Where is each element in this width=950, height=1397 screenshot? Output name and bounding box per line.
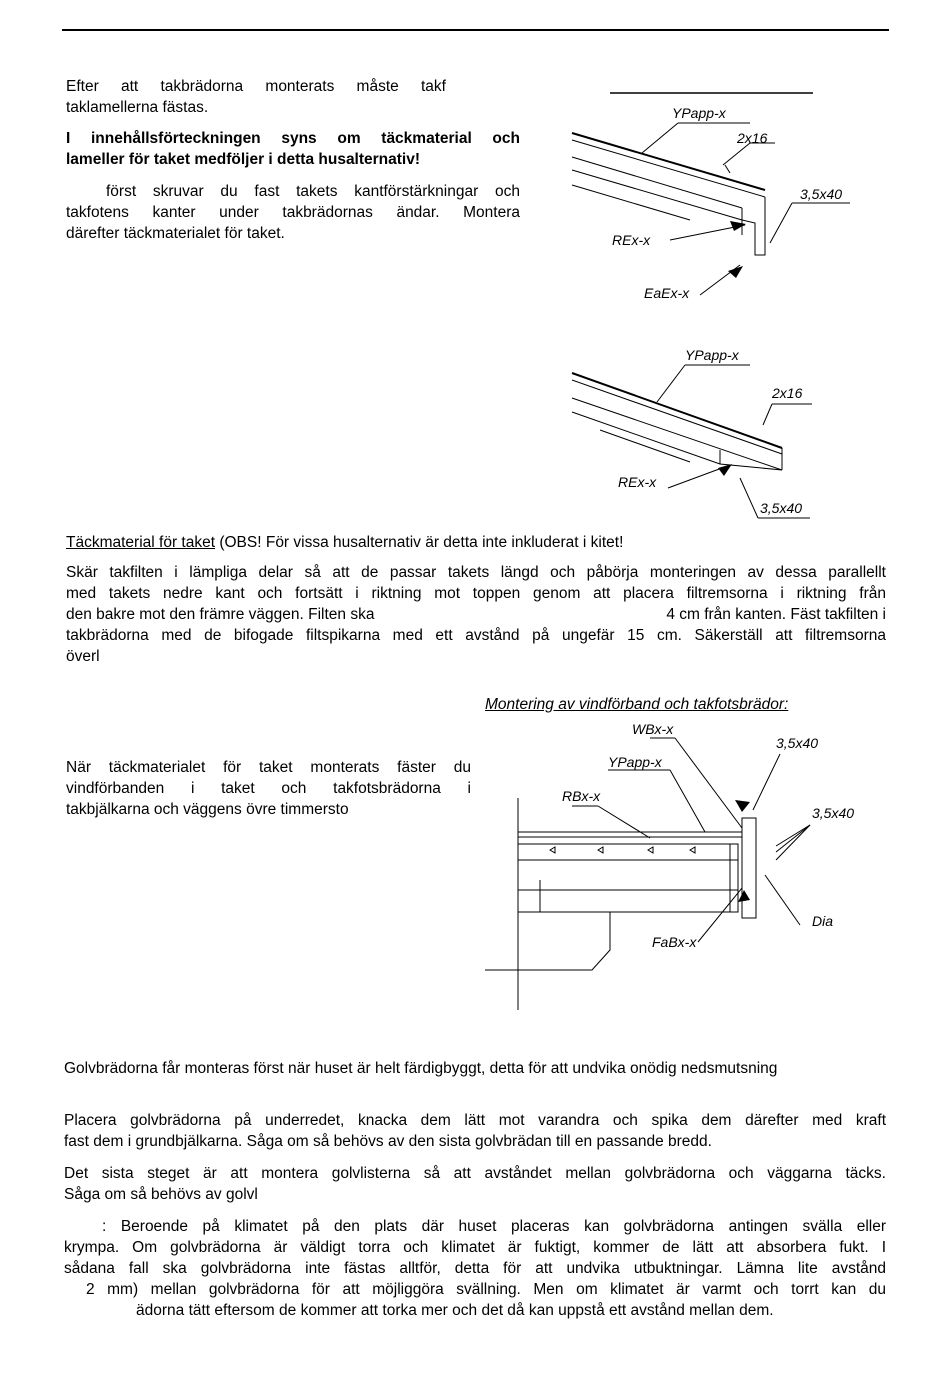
text-line: Såga om så behövs av golvl xyxy=(64,1186,258,1203)
text-line: taklamellerna fästas. xyxy=(66,99,209,116)
notice-paragraph xyxy=(66,128,520,170)
text-line-split xyxy=(66,604,886,625)
label-rbx: RBx-x xyxy=(562,788,601,804)
text-line: Golvbrädorna får monteras först när huset är helt färdigbyggt, detta för att undvika onödig nedsmutsning xyxy=(64,1060,778,1077)
text-line: takfotens kanter under takbrädornas ändar. Montera xyxy=(66,204,520,221)
leader-ypapp xyxy=(657,365,685,402)
roofing-heading: Täckmaterial för taket xyxy=(66,534,216,551)
label-nail-top: 3,5x40 xyxy=(776,735,819,751)
text-line: vindförbanden i taket och takfotsbrädorna i xyxy=(66,780,471,797)
label-rex: REx-x xyxy=(612,232,651,248)
text-line: takbrädorna med de bifogade filtspikarna med ett avstånd på ungefär 15 cm. Säkerställ att filtremsorna xyxy=(66,627,886,644)
label-nail-right: 3,5x40 xyxy=(812,805,855,821)
text-line: krympa. Om golvbrädorna är väldigt torra och klimatet är fuktigt, kommer de lätt att absorbera fukt. I xyxy=(64,1239,886,1256)
label-2x16: 2x16 xyxy=(737,130,768,146)
label-eaex: EaEx-x xyxy=(644,285,690,301)
text-line: 2 mm) mellan golvbrädorna för att möjliggöra svällning. Men om klimatet är varmt och torrt kan du xyxy=(86,1281,886,1298)
label-ypapp: YPapp-x xyxy=(672,105,726,121)
text-line: överl xyxy=(66,648,100,665)
floor-climate-paragraph xyxy=(64,1216,886,1321)
text-line: Skär takfilten i lämpliga delar så att de passar takets längd och påbörja monteringen av dessa parallellt xyxy=(66,564,886,581)
text-line: Placera golvbrädorna på underredet, knacka dem lätt mot varandra och spika dem därefter med kraft xyxy=(64,1112,886,1129)
fascia-diagram xyxy=(480,720,880,1015)
label-2x16: 2x16 xyxy=(772,385,803,401)
instructions-paragraph xyxy=(66,181,520,244)
floor-install-paragraph xyxy=(64,1110,886,1152)
text-line: ädorna tätt eftersom de kommer att torka mer och det då kan uppstå ett avstånd mellan dem. xyxy=(136,1302,774,1319)
text-line: med takets nedre kant och fortsätt i riktning mot toppen genom att placera filtremsorna i riktning från xyxy=(66,585,886,602)
label-fabx: FaBx-x xyxy=(652,934,697,950)
label-ypapp: YPapp-x xyxy=(608,754,662,770)
label-ypapp: YPapp-x xyxy=(685,347,739,363)
text-line: takbjälkarna och väggens övre timmersto xyxy=(66,801,349,818)
text-line: sådana fall ska golvbrädorna inte fästas alltför, detta för att undvika utbuktningar. Lämna lite avstånd xyxy=(64,1260,886,1277)
text-line-part: den bakre mot den främre väggen. Filten ska xyxy=(66,606,375,623)
roofing-heading-note: (OBS! För vissa husalternativ är detta inte inkluderat i kitet! xyxy=(215,534,624,551)
leader-3-5x40 xyxy=(770,203,792,243)
text-line-part: 4 cm från kanten. Fäst takfilten i xyxy=(666,606,886,623)
text-line: Det sista steget är att montera golvlisterna så att avståndet mellan golvbrädorna och väggarna täcks. xyxy=(64,1165,886,1182)
label-rex: REx-x xyxy=(618,474,657,490)
text-line: : Beroende på klimatet på den plats där huset placeras kan golvbrädorna antingen svälla eller xyxy=(102,1218,886,1235)
label-3-5x40: 3,5x40 xyxy=(760,500,803,516)
text-line: därefter täckmaterialet för taket. xyxy=(66,225,285,242)
text-line: När täckmaterialet för taket monterats fäster du xyxy=(66,759,471,776)
leader-ypapp xyxy=(642,123,678,153)
leader-dia xyxy=(765,875,800,925)
leader-2x16 xyxy=(723,143,750,165)
leader-2x16 xyxy=(763,404,772,425)
intro-paragraph xyxy=(66,76,446,118)
roof-edge-diagram-2 xyxy=(560,340,860,525)
floor-trim-paragraph xyxy=(64,1163,886,1205)
label-3-5x40: 3,5x40 xyxy=(800,186,843,202)
header-rule xyxy=(62,29,889,31)
label-wbx: WBx-x xyxy=(632,721,674,737)
text-line: först skruvar du fast takets kantförstärkningar och xyxy=(106,183,520,200)
text-line: Efter att takbrädorna monterats måste takf xyxy=(66,78,446,95)
fascia-caption: Montering av vindförband och takfotsbrädor: xyxy=(485,696,789,713)
leader-fabx xyxy=(698,888,742,942)
leader-3-5x40 xyxy=(740,478,758,518)
text-line: fast dem i grundbjälkarna. Såga om så behövs av den sista golvbrädan till en passande bredd. xyxy=(64,1133,712,1150)
roofing-paragraph xyxy=(66,562,886,667)
label-dia: Dia xyxy=(812,913,834,929)
roof-edge-diagram-1 xyxy=(560,85,860,310)
leader-nail-top xyxy=(753,754,780,810)
roofing-heading-line xyxy=(66,532,896,553)
text-line: lameller för taket medföljer i detta husalternativ! xyxy=(66,151,421,168)
floor-intro xyxy=(64,1058,890,1079)
fascia-paragraph xyxy=(66,757,471,820)
text-line: I innehållsförteckningen syns om täckmaterial och xyxy=(66,130,520,147)
